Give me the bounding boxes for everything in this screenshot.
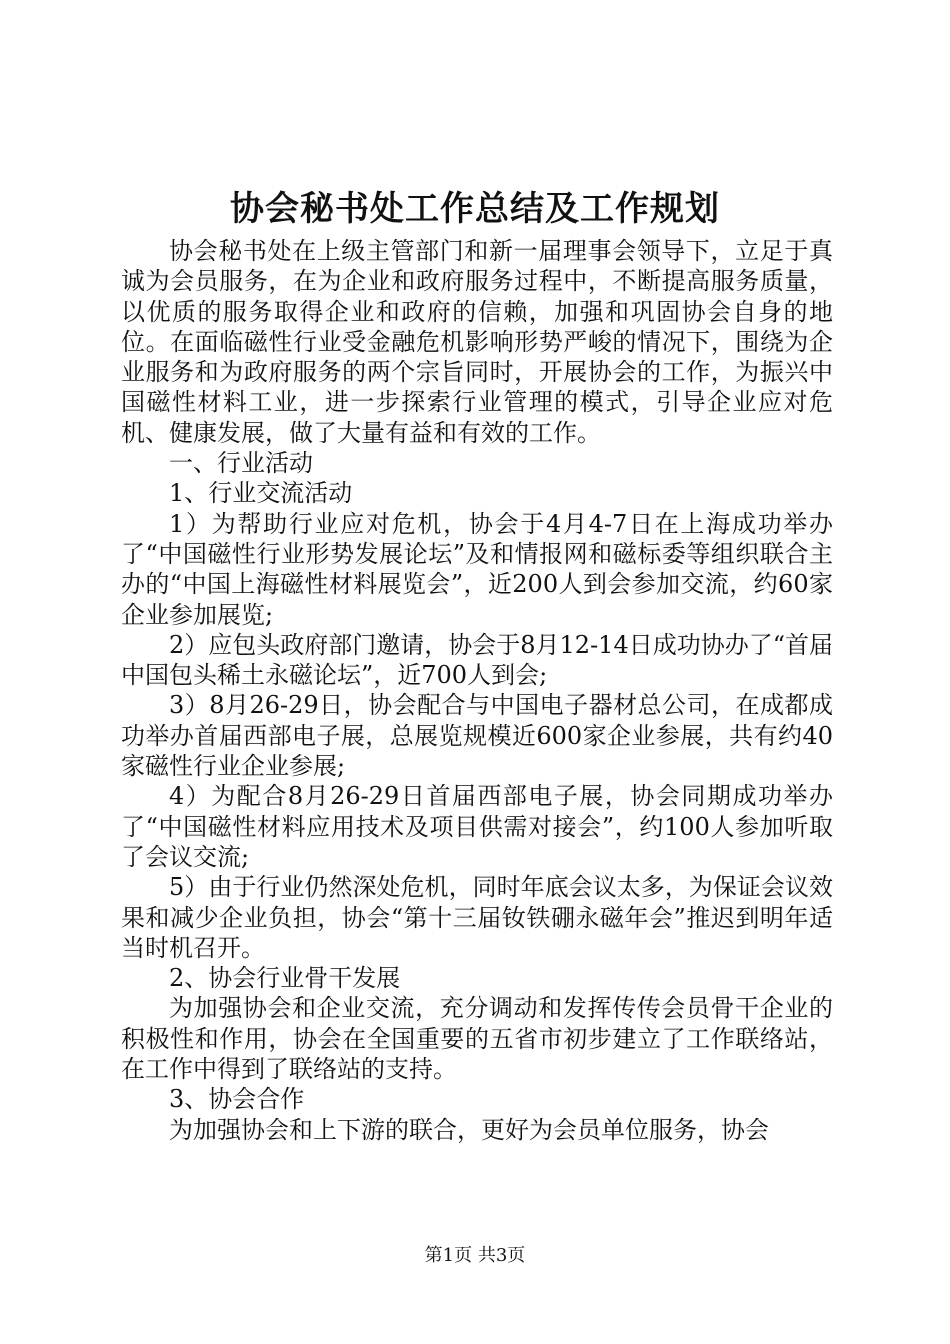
paragraph-cooperation: 为加强协会和上下游的联合，更好为会员单位服务，协会: [169, 1115, 769, 1144]
subsection-heading-cooperation: 3、协会合作: [169, 1085, 305, 1114]
paragraph-backbone: 为加强协会和企业交流，充分调动和发挥传传会员骨干企业的积极性和作用，协会在全国重要的五省市初步建立了工作联络站，在工作中得到了联络站的支持。: [121, 994, 833, 1084]
list-item-1: 1）为帮助行业应对危机，协会于4月4-7日在上海成功举办了“中国磁性行业形势发展论坛”及和情报网和磁标委等组织联合主办的“中国上海磁性材料展览会”，近200人到会参加交流，约60家企业参加展览;: [121, 509, 833, 629]
page-footer: 第1页 共3页: [424, 1245, 526, 1266]
document-title: 协会秘书处工作总结及工作规划: [230, 189, 720, 229]
list-item-4: 4）为配合8月26-29日首届西部电子展，协会同期成功举办了“中国磁性材料应用技术及项目供需对接会”，约100人参加听取了会议交流;: [121, 782, 833, 871]
paragraph-intro: 协会秘书处在上级主管部门和新一届理事会领导下，立足于真诚为会员服务，在为企业和政府服务过程中，不断提高服务质量，以优质的服务取得企业和政府的信赖，加强和巩固协会自身的地位。在面临磁性行业受金融危机影响形势严峻的情况下，围绕为企业服务和为政府服务的两个宗旨同时，开展协会的工作，为振兴中国磁性材料工业，进一步探索行业管理的模式，引导企业应对危机、健康发展，做了大量有益和有效的工作。: [121, 237, 833, 447]
document-body: [121, 236, 833, 1145]
subsection-heading-exchange-activities: 1、行业交流活动: [169, 479, 353, 508]
subsection-heading-backbone-development: 2、协会行业骨干发展: [169, 964, 401, 993]
list-item-2: 2）应包头政府部门邀请，协会于8月12-14日成功协办了“首届中国包头稀土永磁论坛”，近700人到会;: [121, 630, 833, 690]
list-item-3: 3）8月26-29日，协会配合与中国电子器材总公司，在成都成功举办首届西部电子展，总展览规模近600家企业参展，共有约40家磁性行业企业参展;: [121, 691, 833, 781]
section-heading-industry-activities: 一、行业活动: [169, 449, 313, 478]
list-item-5: 5）由于行业仍然深处危机，同时年底会议太多，为保证会议效果和减少企业负担，协会“第十三届钕铁硼永磁年会”推迟到明年适当时机召开。: [121, 873, 833, 962]
